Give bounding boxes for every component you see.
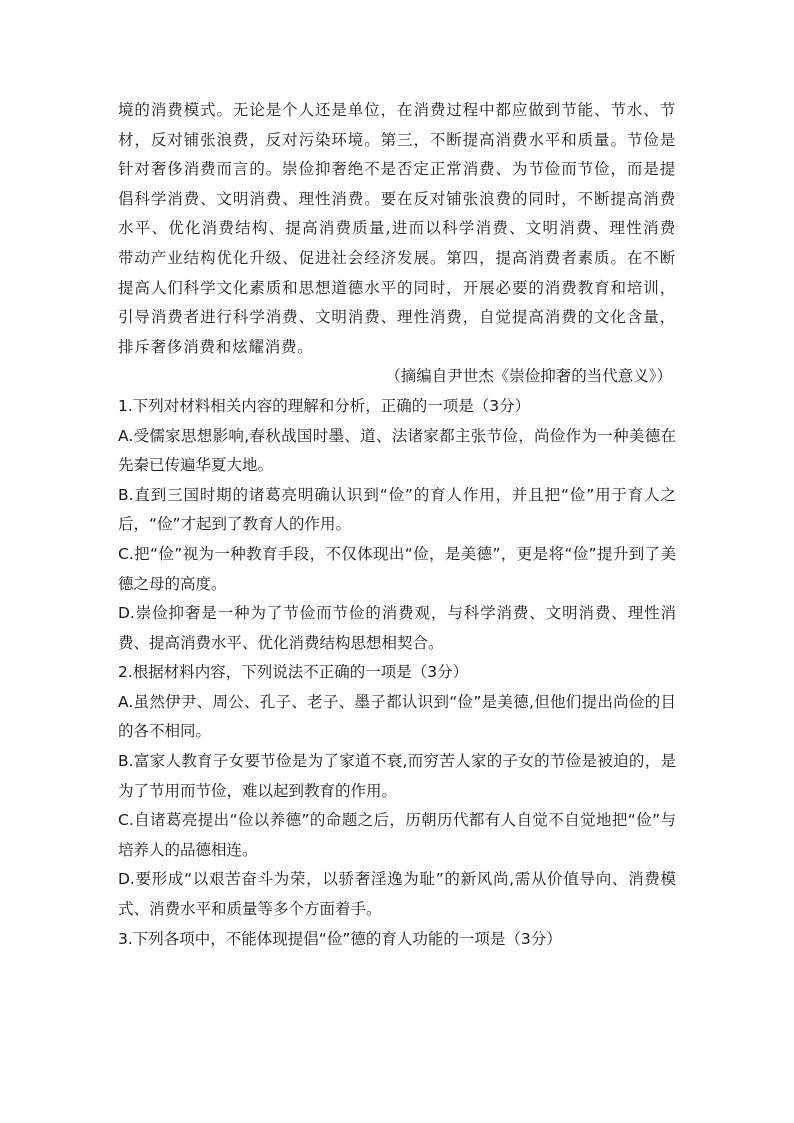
option-b: B.直到三国时期的诸葛亮明确认识到“俭”的育人作用，并且把“俭”用于育人之后，“俭”才起到了教育人的作用。 [118, 485, 676, 534]
question-3 [118, 925, 676, 955]
option-d: D.要形成“以艰苦奋斗为荣，以骄奢淫逸为耻”的新风尚,需从价值导向、消费模式、消费水平和质量等多个方面着手。 [118, 870, 676, 919]
question-2 [118, 658, 676, 924]
question-stem: 2.根据材料内容，下列说法不正确的一项是（3分） [118, 663, 469, 682]
page-content [118, 96, 676, 954]
option-c: C.自诸葛亮提出“俭以养德”的命题之后，历朝历代都有人自觉不自觉地把“俭”与培养人的品德相连。 [118, 811, 676, 859]
question-1 [118, 392, 676, 658]
option-c: C.把“俭”视为一种教育手段，不仅体现出“俭，是美德”，更是将“俭”提升到了美德之母的高度。 [118, 544, 676, 593]
option-b: B.富家人教育子女要节俭是为了家道不衰,而穷苦人家的子女的节俭是被迫的，是为了节用而节俭，难以起到教育的作用。 [118, 752, 676, 800]
reading-passage [118, 96, 676, 362]
question-stem: 3.下列各项中，不能体现提倡“俭”德的育人功能的一项是（3分） [118, 929, 562, 948]
passage-source: （摘编自尹世杰《崇俭抑奢的当代意义》） [385, 367, 672, 386]
question-stem: 1.下列对材料相关内容的理解和分析，正确的一项是（3分） [118, 396, 531, 415]
option-a: A.虽然伊尹、周公、孔子、老子、墨子都认识到“俭”是美德,但他们提出尚俭的目的各不相同。 [118, 692, 676, 741]
option-d: D.崇俭抑奢是一种为了节俭而节俭的消费观，与科学消费、文明消费、理性消费、提高消费水平、优化消费结构思想相契合。 [118, 604, 676, 652]
passage-paragraph: 境的消费模式。无论是个人还是单位，在消费过程中都应做到节能、节水、节材，反对铺张浪费，反对污染环境。第三，不断提高消费水平和质量。节俭是针对奢侈消费而言的。崇俭抑奢绝不是否定正常消费、为节俭而节俭，而是提倡科学消费、文明消费、理性消费。要在反对铺张浪费的同时，不断提高消费水平、优化消费结构、提高消费质量,进而以科学消费、文明消费、理性消费带动产业结构优化升级、促进社会经济发展。第四，提高消费者素质。在不断提高人们科学文化素质和思想道德水平的同时，开展必要的消费教育和培训，引导消费者进行科学消费、文明消费、理性消费，自觉提高消费的文化含量，排斥奢侈消费和炫耀消费。 [118, 101, 676, 356]
option-a: A.受儒家思想影响,春秋战国时墨、道、法诸家都主张节俭，尚俭作为一种美德在先秦已传遍华夏大地。 [118, 426, 676, 475]
